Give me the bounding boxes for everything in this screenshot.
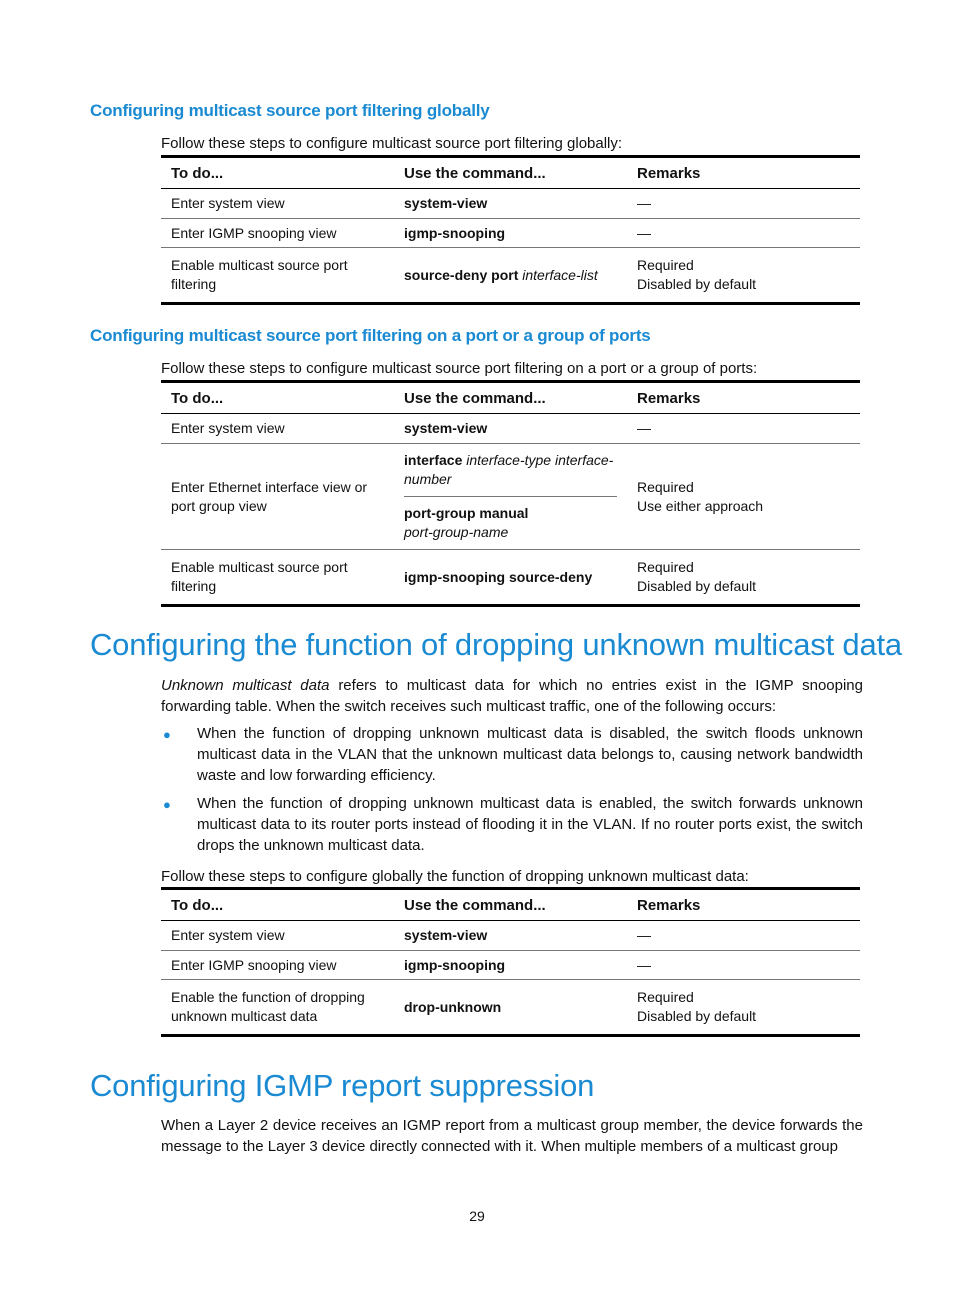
command-argument: interface-list [522, 266, 598, 283]
header-todo: To do... [161, 157, 394, 189]
cell-todo: Enable multicast source port filtering [161, 248, 394, 304]
command-keyword: source-deny port [404, 266, 519, 283]
section-paragraph [161, 675, 863, 717]
section-heading-source-port-filtering-globally: Configuring multicast source port filtering globally [90, 101, 490, 120]
table-row [161, 219, 860, 248]
table-header-row [161, 382, 860, 414]
table-header-row [161, 889, 860, 921]
cell-todo: Enter Ethernet interface view or port group view [161, 444, 394, 550]
command-table-global-filtering [161, 155, 860, 305]
remark-line: Required [637, 257, 694, 273]
header-command: Use the command... [394, 889, 627, 921]
table-row [161, 921, 860, 951]
cell-remark [627, 444, 860, 550]
command-keyword: port-group manual [404, 505, 529, 521]
cell-todo: Enter system view [161, 414, 394, 444]
table-row [161, 414, 860, 444]
header-command: Use the command... [394, 157, 627, 189]
cell-command: igmp-snooping [394, 951, 627, 980]
command-argument: port-group-name [404, 524, 509, 540]
remark-line: Required [637, 989, 694, 1005]
command-argument: interface-type interface-number [404, 452, 614, 487]
cell-remark: — [627, 951, 860, 980]
remark-line: Required [637, 478, 694, 495]
cell-command [394, 248, 627, 304]
table-row [161, 248, 860, 304]
cell-remark: — [627, 189, 860, 219]
table-row [161, 189, 860, 219]
table-row [161, 550, 860, 606]
section-title-igmp-report-suppression: Configuring IGMP report suppression [90, 1068, 595, 1103]
remark-line: Required [637, 559, 694, 575]
page-number: 29 [469, 1208, 485, 1224]
section-heading-source-port-filtering-port: Configuring multicast source port filtering on a port or a group of ports [90, 326, 651, 345]
header-command: Use the command... [394, 382, 627, 414]
cell-remark: — [627, 414, 860, 444]
cell-command: system-view [394, 189, 627, 219]
cell-command: system-view [394, 921, 627, 951]
section-intro: Follow these steps to configure globally the function of dropping unknown multicast data: [161, 868, 749, 885]
cell-command: drop-unknown [394, 980, 627, 1036]
cell-command: igmp-snooping [394, 219, 627, 248]
bullet-item: When the function of dropping unknown multicast data is enabled, the switch forwards unknown multicast data to its router ports instead of flooding it in the VLAN. If no router ports exist, the switch drops the unknown multicast data. [197, 795, 863, 854]
table-row [161, 951, 860, 980]
header-todo: To do... [161, 889, 394, 921]
header-remarks: Remarks [627, 157, 860, 189]
section-paragraph: When a Layer 2 device receives an IGMP report from a multicast group member, the device forwards the message to the Layer 3 device directly connected with it. When multiple members of a multicast group [161, 1117, 863, 1155]
cell-command: system-view [394, 414, 627, 444]
bullet-item: When the function of dropping unknown multicast data is disabled, the switch floods unknown multicast data in the VLAN that the unknown multicast data belongs to, causing network bandwidth waste and low forwarding efficiency. [197, 725, 863, 784]
command-table-drop-unknown [161, 887, 860, 1037]
header-remarks: Remarks [627, 382, 860, 414]
section-title-dropping-unknown-multicast: Configuring the function of dropping unknown multicast data [90, 627, 902, 662]
cell-todo: Enable the function of dropping unknown multicast data [161, 980, 394, 1036]
cell-todo: Enter system view [161, 921, 394, 951]
cell-todo: Enter IGMP snooping view [161, 951, 394, 980]
table-header-row [161, 157, 860, 189]
command-option-interface [404, 444, 617, 496]
section-intro: Follow these steps to configure multicast source port filtering on a port or a group of ports: [161, 360, 758, 377]
bullet-icon: ● [163, 797, 171, 812]
cell-remark [627, 980, 860, 1036]
table-row [161, 980, 860, 1036]
cell-command: igmp-snooping source-deny [394, 550, 627, 606]
section-intro: Follow these steps to configure multicast source port filtering globally: [161, 135, 623, 152]
bullet-icon: ● [163, 727, 171, 742]
cell-todo: Enter system view [161, 189, 394, 219]
cell-todo: Enable multicast source port filtering [161, 550, 394, 606]
remark-line: Disabled by default [637, 578, 757, 594]
cell-remark: — [627, 219, 860, 248]
command-option-port-group [404, 496, 617, 549]
cell-remark: — [627, 921, 860, 951]
term-unknown-multicast-data: Unknown multicast data [161, 677, 330, 694]
cell-remark [627, 248, 860, 304]
header-todo: To do... [161, 382, 394, 414]
header-remarks: Remarks [627, 889, 860, 921]
remark-line: Disabled by default [637, 276, 757, 292]
cell-todo: Enter IGMP snooping view [161, 219, 394, 248]
command-table-port-filtering [161, 380, 860, 607]
paragraph-text: refers to multicast data for which no entries exist in the IGMP snooping forwarding table. When the switch receives such multicast traffic, one of the following occurs: [161, 677, 863, 715]
remark-line: Disabled by default [637, 1008, 757, 1024]
table-row [161, 444, 860, 550]
cell-command [394, 444, 627, 550]
cell-remark [627, 550, 860, 606]
remark-line: Use either approach [637, 497, 764, 514]
command-keyword: interface [404, 452, 463, 468]
